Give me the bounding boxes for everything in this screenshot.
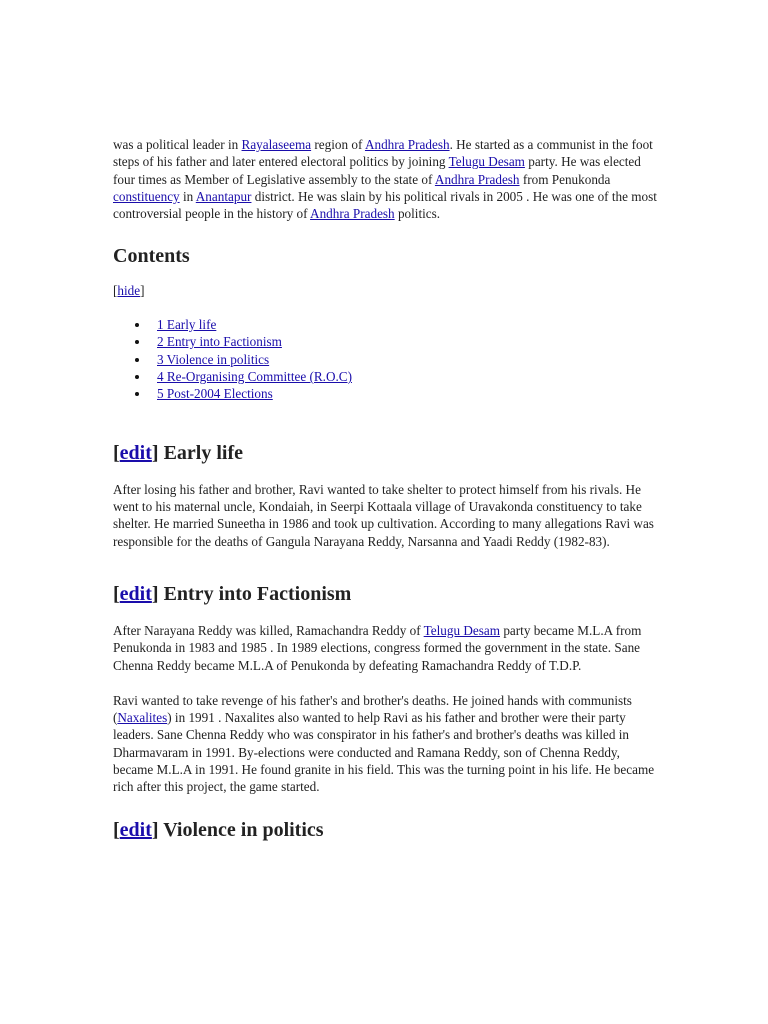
toc-link-factionism[interactable]: 2 Entry into Factionism (157, 334, 282, 350)
intro-text: district. He was slain by his political rivals in 2005 . He was one of the most controversial people in the history of (113, 188, 657, 222)
bracket-open: [ (113, 283, 118, 299)
early-life-paragraph: After losing his father and brother, Ravi wanted to take shelter to protect himself from his rivals. He went to his maternal uncle, Kondaiah, in Seerpi Kottaala village of Uravakonda constituency to take shelter. He married Suneetha in 1986 and took up cultivation. According to many allegations Ravi was responsible for the deaths of Gangula Narayana Reddy, Narsanna and Yaadi Reddy (1982-83). (113, 481, 654, 549)
toc-toggle (113, 282, 663, 299)
edit-link-factionism[interactable]: edit (119, 583, 152, 605)
bracket-close: ] (151, 583, 159, 605)
toc-link-violence[interactable]: 3 Violence in politics (157, 351, 270, 367)
toc-link-early-life[interactable]: 1 Early life (157, 316, 217, 332)
bracket-open: [ (113, 583, 120, 605)
intro-text: in (179, 188, 196, 204)
paragraph-text: Ravi wanted to take revenge of his father's and brother's deaths. He joined hands with communists ( (113, 692, 632, 726)
section-heading-early-life (113, 441, 663, 465)
bracket-close: ] (151, 441, 159, 464)
section-title: Violence in politics (158, 818, 324, 841)
section-heading-violence (113, 818, 663, 842)
hide-toc-link[interactable]: hide (117, 283, 141, 299)
edit-link-violence[interactable]: edit (119, 818, 152, 841)
bracket-close: ] (151, 818, 159, 841)
intro-text: . He started as a communist in the foot steps of his father and later entered electoral politics by joining (113, 137, 653, 170)
paragraph-text: party became M.L.A from Penukonda in 1983 and 1985 . In 1989 elections, congress formed the government in the state. Sane Chenna Reddy became M.L.A of Penukonda by defeating Ramachandra Reddy of T.D.P. (113, 623, 642, 673)
intro-text: politics. (394, 206, 441, 222)
contents-heading: Contents (113, 245, 190, 268)
link-constituency[interactable]: constituency (113, 188, 180, 204)
section-heading-factionism (113, 582, 663, 606)
intro-text: party. He was elected four times as Member of Legislative assembly to the state of (113, 154, 641, 187)
toc-item (157, 368, 663, 385)
spacer (113, 810, 663, 818)
link-andhra-pradesh[interactable]: Andhra Pradesh (434, 171, 520, 187)
spacer (113, 564, 663, 582)
toc-item (157, 351, 663, 368)
intro-text: region of (311, 137, 365, 152)
toc-item (157, 385, 663, 402)
section-title: Entry into Factionism (158, 583, 352, 605)
article-body (113, 136, 663, 858)
link-telugu-desam[interactable]: Telugu Desam (423, 623, 501, 638)
edit-link-early-life[interactable]: edit (119, 441, 152, 464)
link-naxalites[interactable]: Naxalites (117, 710, 168, 726)
toc-link-roc[interactable]: 4 Re-Organising Committee (R.O.C) (157, 369, 352, 384)
bracket-close: ] (140, 283, 145, 299)
link-andhra-pradesh[interactable]: Andhra Pradesh (364, 137, 450, 152)
section-title: Early life (158, 441, 243, 464)
link-andhra-pradesh[interactable]: Andhra Pradesh (310, 206, 395, 222)
bracket-open: [ (113, 818, 120, 841)
toc-item (157, 333, 663, 350)
toc-item (157, 316, 663, 333)
paragraph-text: After Narayana Reddy was killed, Ramachandra Reddy of (113, 623, 424, 638)
paragraph-text: ) in 1991 . Naxalites also wanted to help Ravi as his father and brother were their party leaders. Sane Chenna Reddy who was conspirator in his father's and brother's deaths was killed in Dharmavaram in 1991. By-elections were conducted and Ramana Reddy, son of Chenna Reddy, became M.L.A in 1991. He found granite in his field. This was the turning point in his life. He became rich after this project, the game started. (113, 710, 655, 795)
intro-paragraph (113, 136, 663, 222)
intro-text: was a political leader in (113, 137, 242, 152)
intro-text: from Penukonda (519, 171, 611, 187)
factionism-paragraph-2 (113, 692, 663, 796)
bracket-open: [ (113, 441, 120, 464)
toc-link-post-2004[interactable]: 5 Post-2004 Elections (157, 386, 273, 402)
table-of-contents (113, 316, 663, 403)
link-telugu-desam[interactable]: Telugu Desam (448, 154, 525, 170)
link-rayalaseema[interactable]: Rayalaseema (241, 137, 312, 152)
factionism-paragraph-1 (113, 622, 663, 674)
link-anantapur[interactable]: Anantapur (195, 188, 252, 204)
